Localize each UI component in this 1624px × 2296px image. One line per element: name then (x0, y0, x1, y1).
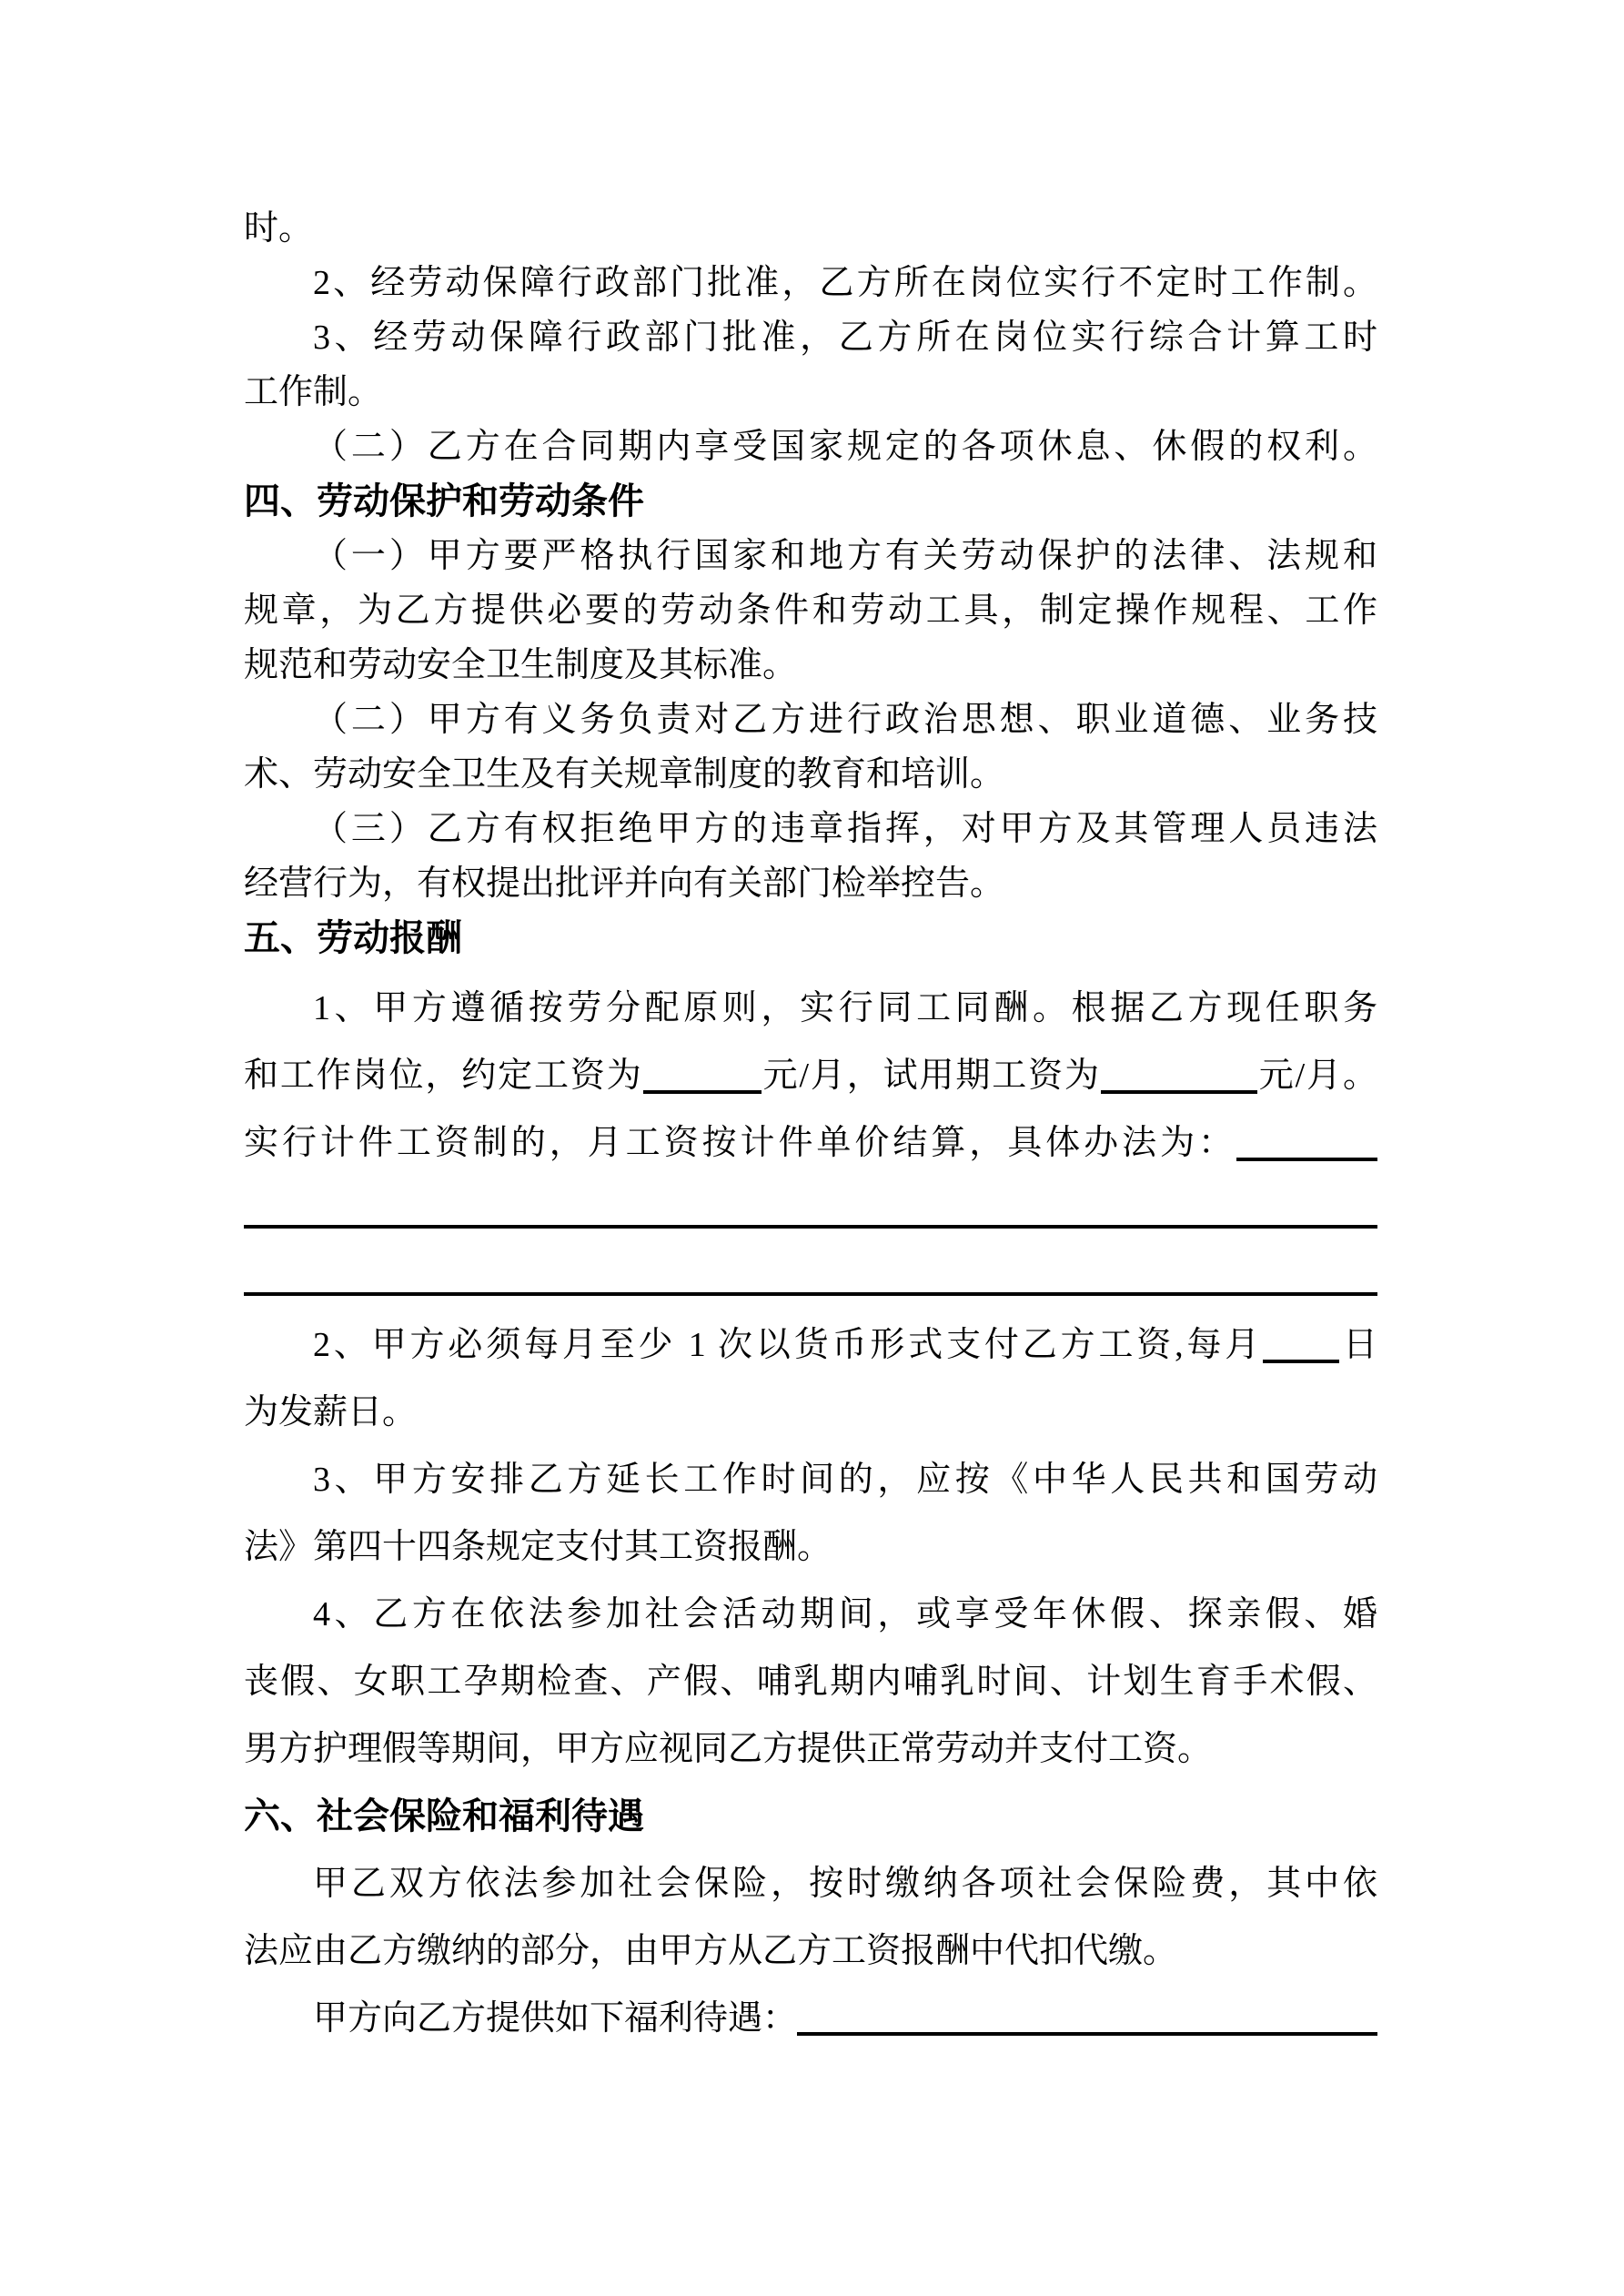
section-heading-labor-remuneration: 五、劳动报酬 (244, 918, 462, 958)
contract-line (244, 1244, 1377, 1311)
contract-line: 规章，为乙方提供必要的劳动条件和劳动工具，制定操作规程、工作 (244, 592, 1377, 630)
contract-line: 丧假、女职工孕期检查、产假、哺乳期内哺乳时间、计划生育手术假、 (244, 1663, 1377, 1701)
contract-text-segment: 2、甲方必须每月至少 1 次以货币形式支付乙方工资,每月 (313, 1326, 1264, 1364)
section-heading-labor-protection: 四、劳动保护和劳动条件 (244, 481, 644, 521)
contract-text-segment: 日 (1339, 1326, 1377, 1364)
contract-line: 规范和劳动安全卫生制度及其标准。 (244, 646, 798, 684)
contract-line: 法应由乙方缴纳的部分，由甲方从乙方工资报酬中代扣代缴。 (244, 1932, 1178, 1970)
contract-line: 3、经劳动保障行政部门批准，乙方所在岗位实行综合计算工时 (313, 319, 1377, 357)
contract-line: 术、劳动安全卫生及有关规章制度的教育和培训。 (244, 755, 1005, 794)
contract-line: （三）乙方有权拒绝甲方的违章指挥，对甲方及其管理人员违法 (313, 810, 1377, 848)
contract-line (244, 1311, 1377, 1379)
contract-line: 经营行为，有权提出批评并向有关部门检举控告。 (244, 865, 1005, 903)
contract-text-segment: 甲方向乙方提供如下福利待遇： (313, 1999, 798, 2038)
contract-line: 男方护理假等期间，甲方应视同乙方提供正常劳动并支付工资。 (244, 1730, 1213, 1768)
fill-in-blank-payday (1263, 1356, 1339, 1363)
contract-line: （一）甲方要严格执行国家和地方有关劳动保护的法律、法规和 (313, 537, 1377, 575)
contract-line: 工作制。 (244, 373, 383, 411)
contract-line: 3、甲方安排乙方延长工作时间的，应按《中华人民共和国劳动 (313, 1461, 1377, 1499)
write-in-line (244, 1221, 1377, 1229)
contract-line: （二）甲方有义务负责对乙方进行政治思想、职业道德、业务技 (313, 701, 1377, 739)
fill-in-blank-piece-rate-method (1236, 1154, 1377, 1161)
contract-line: 为发薪日。 (244, 1393, 418, 1431)
contract-line: 时。 (244, 209, 314, 248)
write-in-line (244, 1289, 1377, 1296)
contract-text-segment: 和工作岗位，约定工资为 (244, 1057, 643, 1095)
contract-line: 1、甲方遵循按劳分配原则，实行同工同酬。根据乙方现任职务 (313, 989, 1377, 1027)
contract-line: 甲乙双方依法参加社会保险，按时缴纳各项社会保险费，其中依 (313, 1865, 1377, 1903)
fill-in-blank-welfare (797, 2032, 1377, 2036)
section-heading-social-insurance: 六、社会保险和福利待遇 (244, 1796, 644, 1836)
fill-in-blank-wage (643, 1087, 762, 1094)
contract-line (244, 1177, 1377, 1244)
contract-line: 4、乙方在依法参加社会活动期间，或享受年休假、探亲假、婚 (313, 1595, 1377, 1633)
contract-line (244, 1042, 1377, 1109)
contract-line (244, 1985, 1377, 2052)
contract-text-segment: 元/月。 (1256, 1057, 1377, 1095)
contract-line (244, 1109, 1377, 1177)
contract-text-block-upper (244, 201, 1377, 966)
contract-line: （二）乙方在合同期内享受国家规定的各项休息、休假的权利。 (313, 428, 1377, 466)
contract-text-block-lower (244, 975, 1377, 2052)
fill-in-blank-probation-wage (1101, 1087, 1257, 1094)
contract-line: 法》第四十四条规定支付其工资报酬。 (244, 1528, 832, 1566)
contract-text-segment: 实行计件工资制的，月工资按计件单价结算，具体办法为： (244, 1124, 1236, 1162)
contract-text-segment: 元/月，试用期工资为 (761, 1057, 1101, 1095)
contract-line: 2、经劳动保障行政部门批准，乙方所在岗位实行不定时工作制。 (313, 264, 1377, 302)
